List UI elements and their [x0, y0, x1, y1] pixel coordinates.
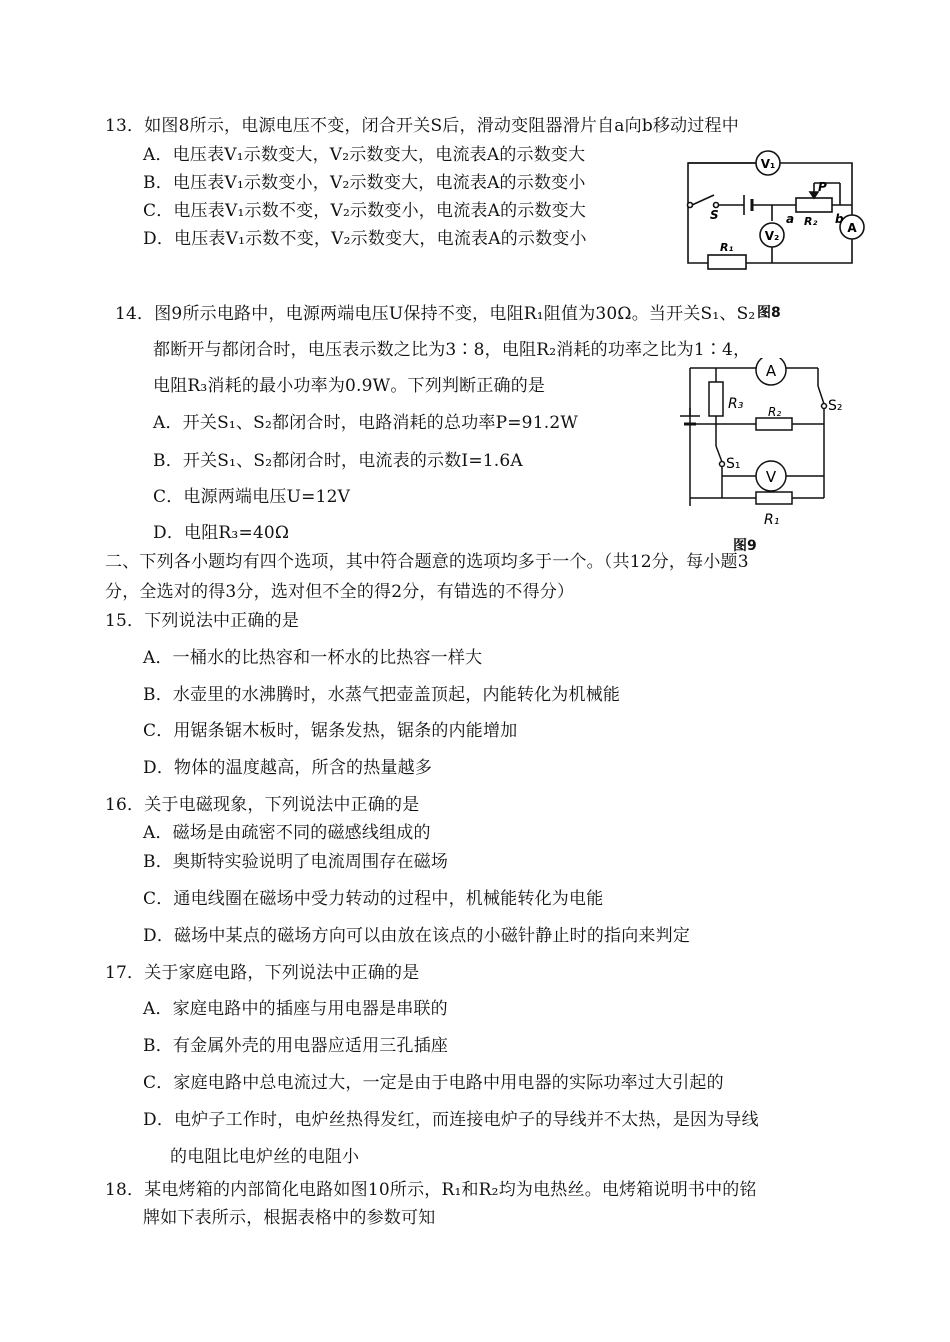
fig8-ammeter-label: A [847, 221, 857, 235]
q15-option-a: A．一桶水的比热容和一杯水的比热容一样大 [143, 648, 483, 668]
fig9-r3-label: R₃ [728, 396, 744, 412]
fig8-switch-label: S [710, 208, 719, 222]
q15-option-c: C．用锯条锯木板时，锯条发热，锯条的内能增加 [143, 721, 518, 741]
q14-stem-line1: 14．图9所示电路中，电源两端电压U保持不变，电阻R₁阻值为30Ω。当开关S₁、S₂ [115, 304, 756, 324]
q14-option-a: A．开关S₁、S₂都闭合时，电路消耗的总功率P=91.2W [153, 413, 579, 433]
fig9-s1-label: S₁ [726, 456, 741, 472]
q17-option-c: C．家庭电路中总电流过大，一定是由于电路中用电器的实际功率过大引起的 [143, 1073, 724, 1093]
figure-8-caption: 图8 [757, 305, 781, 321]
q14-stem-line2: 都断开与都闭合时，电压表示数之比为3∶8，电阻R₂消耗的功率之比为1∶4， [153, 340, 751, 360]
q16-option-a: A．磁场是由疏密不同的磁感线组成的 [143, 823, 431, 843]
section2-line2: 分，全选对的得3分，选对但不全的得2分，有错选的不得分） [105, 582, 575, 602]
q17-stem: 17．关于家庭电路，下列说法中正确的是 [105, 963, 420, 983]
q14-stem-line3: 电阻R₃消耗的最小功率为0.9W。下列判断正确的是 [153, 376, 546, 396]
q13-option-a: A．电压表V₁示数变大，V₂示数变大，电流表A的示数变大 [143, 145, 586, 165]
fig8-v1-label: V₁ [760, 157, 776, 171]
q13-option-c: C．电压表V₁示数不变，V₂示数变小，电流表A的示数变大 [143, 201, 587, 221]
section2-line1: 二、下列各小题均有四个选项，其中符合题意的选项均多于一个。（共12分，每小题3 [105, 552, 749, 572]
fig9-s2-label: S₂ [828, 398, 843, 414]
fig8-b-label: b [835, 212, 844, 226]
fig9-voltmeter-label: V [765, 468, 777, 486]
q15-stem: 15．下列说法中正确的是 [105, 611, 300, 631]
fig8-r2-label: R₂ [804, 215, 818, 228]
q16-stem: 16．关于电磁现象，下列说法中正确的是 [105, 795, 420, 815]
q15-option-b: B．水壶里的水沸腾时，水蒸气把壶盖顶起，内能转化为机械能 [143, 685, 621, 705]
figure-8-circuit [680, 145, 880, 285]
q17-option-d: D．电炉子工作时，电炉丝热得发红，而连接电炉子的导线并不太热，是因为导线 [143, 1110, 759, 1130]
fig8-a-label: a [786, 212, 795, 226]
figure-9-caption: 图9 [733, 538, 757, 554]
fig8-slider-label: P [818, 180, 827, 194]
q13-stem: 13．如图8所示，电源电压不变，闭合开关S后，滑动变阻器滑片自a向b移动过程中 [105, 116, 739, 136]
q14-option-d: D．电阻R₃=40Ω [153, 523, 290, 543]
q16-option-c: C．通电线圈在磁场中受力转动的过程中，机械能转化为电能 [143, 889, 604, 909]
q17-option-a: A．家庭电路中的插座与用电器是串联的 [143, 999, 448, 1019]
q15-option-d: D．物体的温度越高，所含的热量越多 [143, 758, 433, 778]
q14-option-b: B．开关S₁、S₂都闭合时，电流表的示数I=1.6A [153, 451, 523, 471]
q16-option-d: D．磁场中某点的磁场方向可以由放在该点的小磁针静止时的指向来判定 [143, 926, 691, 946]
figure-9-circuit [676, 358, 856, 528]
q16-option-b: B．奥斯特实验说明了电流周围存在磁场 [143, 852, 449, 872]
q18-line2: 牌如下表所示，根据表格中的参数可知 [143, 1208, 436, 1228]
q17-option-d-continued: 的电阻比电炉丝的电阻小 [170, 1147, 360, 1167]
q18-line1: 18．某电烤箱的内部简化电路如图10所示，R₁和R₂均为电热丝。电烤箱说明书中的铭 [105, 1180, 757, 1200]
q13-option-b: B．电压表V₁示数变小，V₂示数变大，电流表A的示数变小 [143, 173, 586, 193]
q14-option-c: C．电源两端电压U=12V [153, 487, 351, 507]
fig9-r1-label: R₁ [764, 512, 780, 528]
fig8-r1-label: R₁ [720, 241, 734, 254]
fig9-ammeter-label: A [765, 362, 777, 380]
q17-option-b: B．有金属外壳的用电器应适用三孔插座 [143, 1036, 449, 1056]
fig9-r2-label: R₂ [768, 405, 782, 419]
q13-option-d: D．电压表V₁示数不变，V₂示数变大，电流表A的示数变小 [143, 229, 587, 249]
fig8-v2-label: V₂ [764, 229, 780, 243]
